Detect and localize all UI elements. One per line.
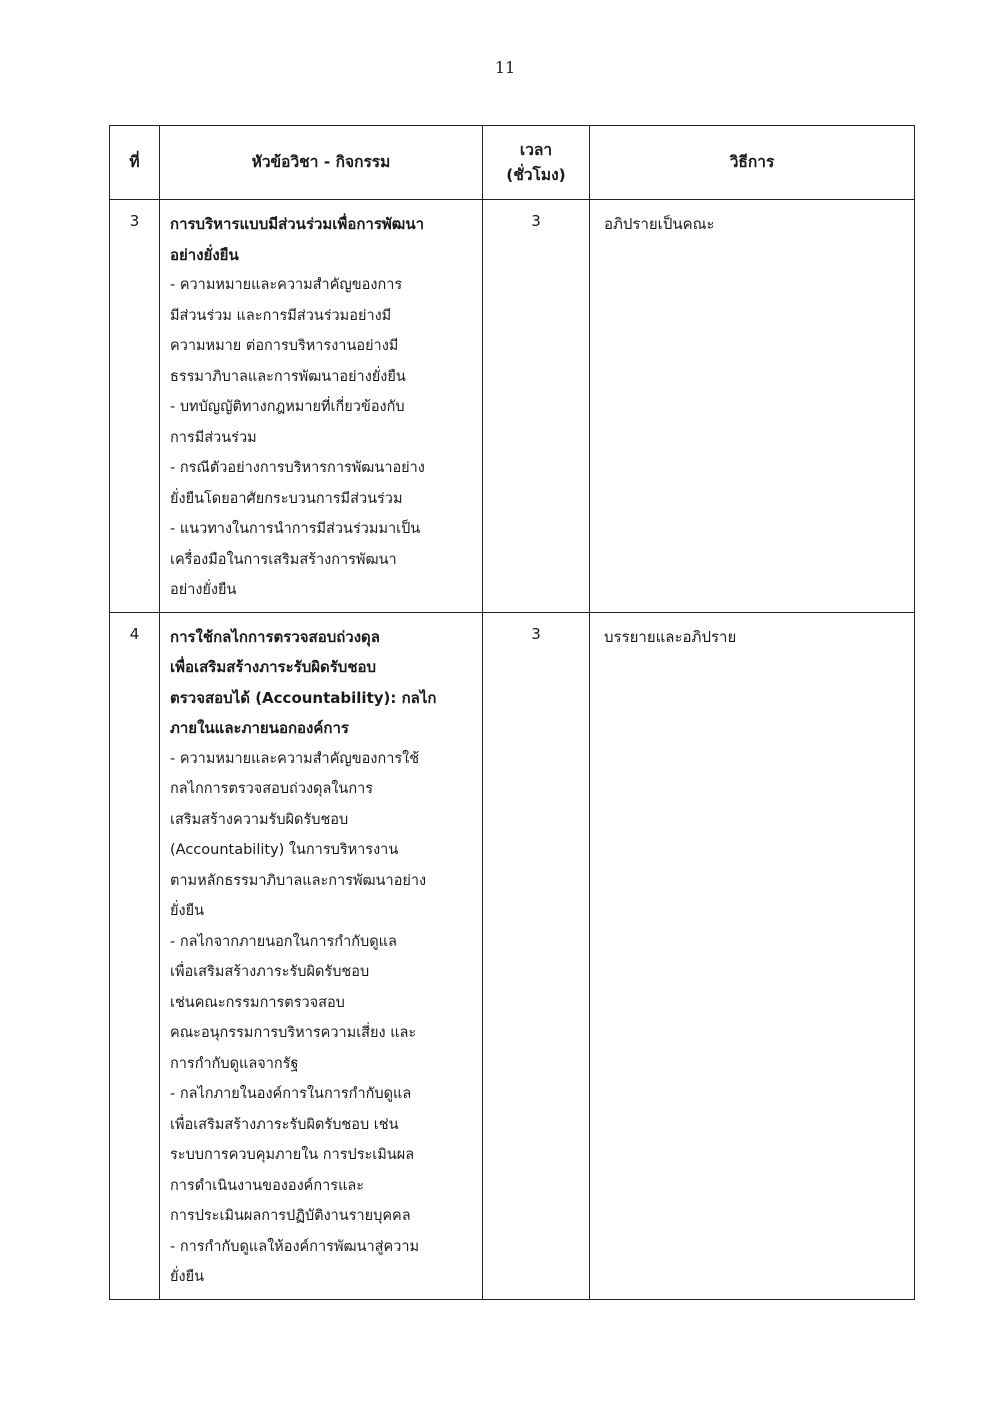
topic-title-line: ภายในและภายนอกองค์การ bbox=[170, 719, 349, 737]
topic-item-line: - ความหมายและความสำคัญของการใช้ bbox=[170, 750, 420, 767]
header-method: วิธีการ bbox=[590, 126, 915, 200]
topic-item-line: เพื่อเสริมสร้างภาระรับผิดรับชอบ bbox=[170, 964, 370, 980]
topic-item-line: กลไกการตรวจสอบถ่วงดุลในการ bbox=[170, 781, 374, 797]
topic-item-line: มีส่วนร่วม และการมีส่วนร่วมอย่างมี bbox=[170, 307, 392, 324]
topic-item-line: - กลไกจากภายนอกในการกำกับดูแล bbox=[170, 933, 397, 950]
row-number: 3 bbox=[110, 200, 160, 613]
topic-title-line: การบริหารแบบมีส่วนร่วมเพื่อการพัฒนา bbox=[170, 215, 425, 233]
table-row bbox=[110, 200, 915, 613]
topic-item-line: - แนวทางในการนำการมีส่วนร่วมมาเป็น bbox=[170, 521, 421, 537]
topic-item-line: ความหมาย ต่อการบริหารงานอย่างมี bbox=[170, 338, 399, 354]
course-schedule-table bbox=[109, 125, 915, 1300]
topic-item-line: การมีส่วนร่วม bbox=[170, 429, 257, 446]
topic-item-line: เพื่อเสริมสร้างภาระรับผิดรับชอบ เช่น bbox=[170, 1116, 399, 1133]
header-time-line2: (ชั่วโมง) bbox=[506, 165, 566, 184]
topic-title-line: การใช้กลไกการตรวจสอบถ่วงดุล bbox=[170, 627, 380, 646]
topic-title-line: ตรวจสอบได้ (Accountability): กลไก bbox=[170, 688, 437, 707]
time-hours: 3 bbox=[483, 612, 590, 1299]
topic-item-line: คณะอนุกรรมการบริหารความเสี่ยง และ bbox=[170, 1025, 417, 1041]
topic-title-line: อย่างยั่งยืน bbox=[170, 245, 239, 264]
topic-item-line: ธรรมาภิบาลและการพัฒนาอย่างยั่งยืน bbox=[170, 368, 406, 385]
method: บรรยายและอภิปราย bbox=[590, 612, 915, 1299]
topic-item-line: ยั่งยืน bbox=[170, 903, 204, 919]
topic-cell bbox=[160, 200, 483, 613]
topic-item-line: การดำเนินงานขององค์การและ bbox=[170, 1177, 365, 1194]
topic-item-line: ระบบการควบคุมภายใน การประเมินผล bbox=[170, 1147, 415, 1163]
topic-item-line: เสริมสร้างความรับผิดรับชอบ bbox=[170, 811, 349, 828]
row-number: 4 bbox=[110, 612, 160, 1299]
header-time-line1: เวลา bbox=[519, 140, 553, 159]
topic-cell bbox=[160, 612, 483, 1299]
topic-title-line: เพื่อเสริมสร้างภาระรับผิดรับชอบ bbox=[170, 658, 377, 676]
table-header-row bbox=[110, 126, 915, 200]
topic-item-line: - บทบัญญัติทางกฎหมายที่เกี่ยวข้องกับ bbox=[170, 399, 405, 415]
table-row bbox=[110, 612, 915, 1299]
topic-item-line: - การกำกับดูแลให้องค์การพัฒนาสู่ความ bbox=[170, 1238, 420, 1255]
topic-item-line: - กรณีตัวอย่างการบริหารการพัฒนาอย่าง bbox=[170, 460, 425, 476]
method: อภิปรายเป็นคณะ bbox=[590, 200, 915, 613]
topic-item-line: ยั่งยืนโดยอาศัยกระบวนการมีส่วนร่วม bbox=[170, 490, 403, 507]
page-number: 11 bbox=[494, 58, 516, 77]
topic-item-line: ยั่งยืน bbox=[170, 1269, 204, 1285]
header-topic: หัวข้อวิชา - กิจกรรม bbox=[160, 126, 483, 200]
header-time bbox=[483, 126, 590, 200]
header-no: ที่ bbox=[110, 126, 160, 200]
topic-item-line: การประเมินผลการปฏิบัติงานรายบุคคล bbox=[170, 1208, 411, 1224]
time-hours: 3 bbox=[483, 200, 590, 613]
topic-item-line: การกำกับดูแลจากรัฐ bbox=[170, 1055, 299, 1072]
topic-item-line: - ความหมายและความสำคัญของการ bbox=[170, 277, 403, 293]
topic-item-line: เครื่องมือในการเสริมสร้างการพัฒนา bbox=[170, 551, 397, 568]
topic-item-line: (Accountability) ในการบริหารงาน bbox=[170, 842, 399, 858]
topic-item-line: - กลไกภายในองค์การในการกำกับดูแล bbox=[170, 1086, 412, 1102]
topic-item-line: ตามหลักธรรมาภิบาลและการพัฒนาอย่าง bbox=[170, 872, 427, 889]
topic-item-line: เช่นคณะกรรมการตรวจสอบ bbox=[170, 994, 345, 1011]
topic-item-line: อย่างยั่งยืน bbox=[170, 582, 237, 598]
